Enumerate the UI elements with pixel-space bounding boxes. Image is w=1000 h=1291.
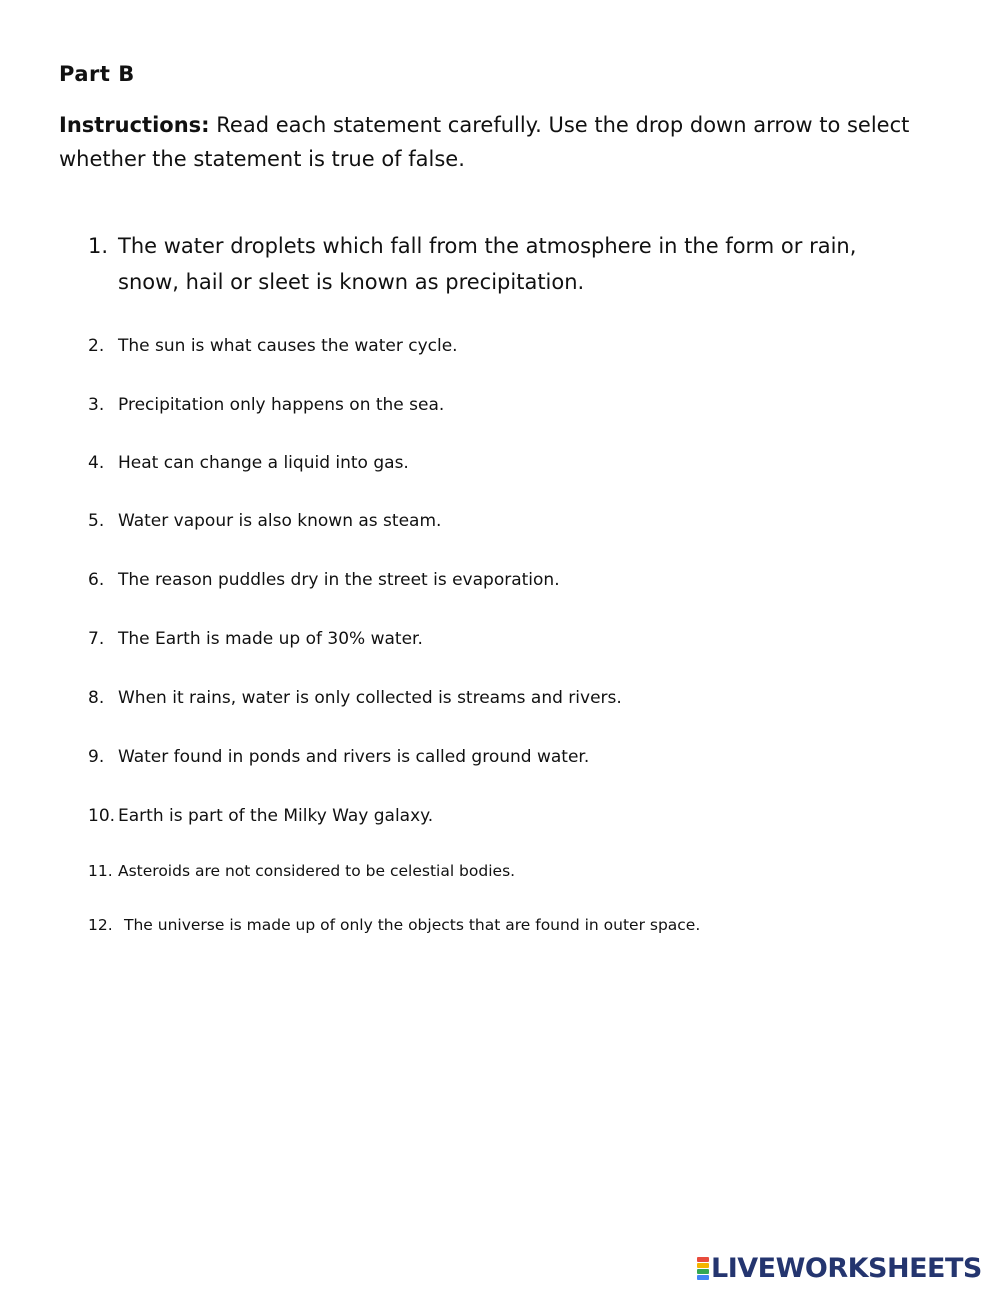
question-1 xyxy=(88,228,908,300)
logo-text: LIVEWORKSHEETS xyxy=(711,1253,982,1284)
instructions-text: Read each statement carefully. Use the drop down arrow to select whether the statement is true of false. xyxy=(59,113,910,171)
question-text: The Earth is made up of 30% water. xyxy=(118,629,423,649)
question-text: Heat can change a liquid into gas. xyxy=(118,453,409,473)
question-number: 8. xyxy=(88,688,105,708)
question-text: The water droplets which fall from the atmosphere in the form or rain, snow, hail or sleet is known as precipitation. xyxy=(118,234,857,294)
question-text: Earth is part of the Milky Way galaxy. xyxy=(118,806,434,826)
question-9 xyxy=(88,746,589,768)
question-number: 12. xyxy=(88,916,113,934)
question-4 xyxy=(88,452,409,474)
question-7 xyxy=(88,628,423,650)
question-8 xyxy=(88,687,622,709)
question-text: Water vapour is also known as steam. xyxy=(118,511,442,531)
question-number: 3. xyxy=(88,395,105,415)
logo-block xyxy=(697,1257,709,1262)
question-number: 11. xyxy=(88,862,113,880)
page-title: Part B xyxy=(59,62,135,86)
liveworksheets-logo xyxy=(697,1254,982,1284)
question-2 xyxy=(88,335,458,357)
question-number: 9. xyxy=(88,747,105,767)
question-text: Precipitation only happens on the sea. xyxy=(118,395,445,415)
logo-block xyxy=(697,1263,709,1268)
logo-badge-icon xyxy=(697,1257,709,1281)
question-number: 10. xyxy=(88,806,116,826)
question-text: The sun is what causes the water cycle. xyxy=(118,336,458,356)
question-number: 7. xyxy=(88,629,105,649)
logo-block xyxy=(697,1275,709,1280)
question-text: The universe is made up of only the objects that are found in outer space. xyxy=(124,916,701,934)
question-number: 5. xyxy=(88,511,105,531)
question-text: Water found in ponds and rivers is called ground water. xyxy=(118,747,590,767)
question-3 xyxy=(88,394,444,416)
instructions xyxy=(59,108,939,176)
question-text: When it rains, water is only collected is streams and rivers. xyxy=(118,688,622,708)
question-text: The reason puddles dry in the street is evaporation. xyxy=(118,570,560,590)
question-11 xyxy=(88,861,515,881)
question-5 xyxy=(88,510,441,532)
question-6 xyxy=(88,569,560,591)
instructions-label: Instructions: xyxy=(59,113,210,137)
question-12 xyxy=(88,915,700,935)
question-number: 2. xyxy=(88,336,105,356)
question-number: 4. xyxy=(88,453,105,473)
question-number: 1. xyxy=(88,234,109,258)
question-text: Asteroids are not considered to be celestial bodies. xyxy=(118,862,516,880)
question-10 xyxy=(88,805,433,827)
question-number: 6. xyxy=(88,570,105,590)
logo-block xyxy=(697,1269,709,1274)
